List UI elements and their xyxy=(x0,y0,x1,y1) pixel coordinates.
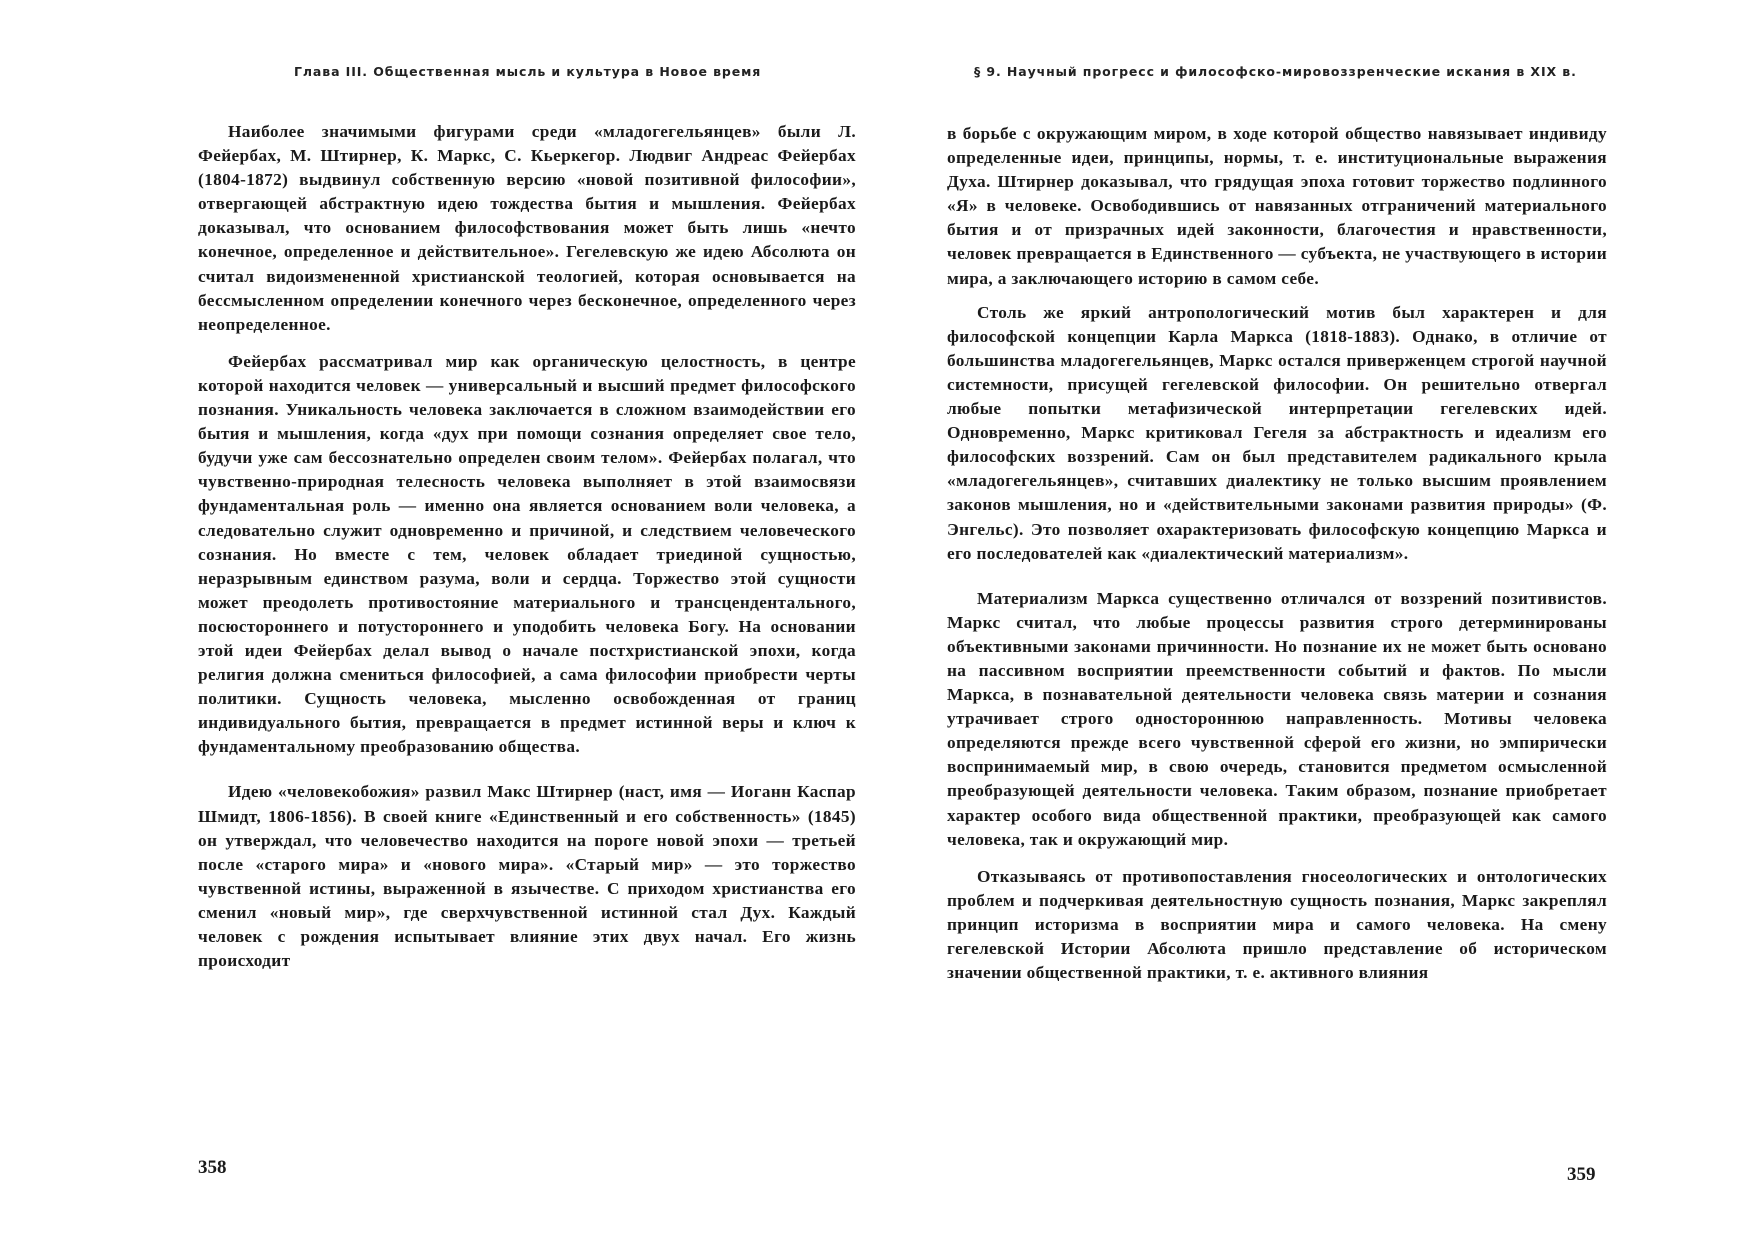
right-page xyxy=(877,0,1754,1239)
paragraph: Отказываясь от противопоставления гносеологических и онтологических проблем и подчеркивая деятельностную сущность познания, Маркс закреплял принцип историзма в восприятии мира и самого человека. На смену гегелевской Истории Абсолюта пришло представление об историческом значении общественной практики, т. е. активного влияния xyxy=(947,866,1607,983)
paragraph: в борьбе с окружающим миром, в ходе которой общество навязывает индивиду определенные идеи, принципы, нормы, т. е. институциональные выражения Духа. Штирнер доказывал, что грядущая эпоха готовит торжество подлинного «Я» в человеке. Освободившись от навязанных отграничений материального бытия и от призрачных идей законности, благочестия и нравственности, человек превращается в Единственного — субъекта, не участвующего в истории мира, а заключающего историю в самом себе. xyxy=(947,124,1607,288)
paragraph: Столь же яркий антропологический мотив был характерен и для философской концепции Карла Маркса (1818-1883). Однако, в отличие от большинства младогегельянцев, Маркс остался приверженцем строгой научной системности, присущей гегелевской философии. Он решительно отвергал любые попытки метафизической интерпретации гегелевских идей. Одновременно, Маркс критиковал Гегеля за абстрактность и идеализм его философских воззрений. Сам он был представителем радикального крыла «младогегельянцев», считавших диалектику не только высшим проявлением законов мышления, но и «действительными законами развития природы» (Ф. Энгельс). Это позволяет охарактеризовать философскую концепцию Маркса и его последователей как «диалектический материализм». xyxy=(947,302,1607,563)
body-text xyxy=(947,122,1607,985)
body-text xyxy=(198,120,856,973)
running-head: Глава III. Общественная мысль и культура в Новое время xyxy=(294,64,762,79)
paragraph: Материализм Маркса существенно отличался от воззрений позитивистов. Маркс считал, что любые процессы развития строго детерминированы объективными законами причинности. Но познание их не может быть основано на пассивном восприятии преемственности событий и фактов. По мысли Маркса, в познавательной деятельности человека связь материи и сознания утрачивает строго одностороннюю направленность. Мотивы человека определяются прежде всего чувственной сферой его жизни, но эмпирически воспринимаемый мир, в свою очередь, становится предметом осмысленной преобразующей деятельности человека. Таким образом, познание приобретает характер особого вида общественной практики, преобразующей как самого человека, так и окружающий мир. xyxy=(947,588,1607,849)
paragraph: Идею «человекобожия» развил Макс Штирнер (наст, имя — Иоганн Каспар Шмидт, 1806-1856). В своей книге «Единственный и его собственность» (1845) он утверждал, что человечество находится на пороге новой эпохи — третьей после «старого мира» и «нового мира». «Старый мир» — это торжество чувственной истины, выраженной в язычестве. С приходом христианства его сменил «новый мир», где сверхчувственной истинной стал Дух. Каждый человек с рождения испытывает влияние этих двух начал. Его жизнь происходит xyxy=(198,782,856,971)
page-number: 358 xyxy=(198,1157,227,1178)
page-number: 359 xyxy=(1567,1164,1596,1185)
paragraph: Фейербах рассматривал мир как органическую целостность, в центре которой находится человек — универсальный и высший предмет философского познания. Уникальность человека заключается в сложном взаимодействии его бытия и мышления, когда «дух при помощи сознания определяет свое тело, будучи уже сам бессознательно определен своим телом». Фейербах полагал, что чувственно-природная телесность человека выполняет в этой взаимосвязи фундаментальная роль — именно она является основанием воли человека, а следовательно служит одновременно и причиной, и следствием человеческого сознания. Но вместе с тем, человек обладает триединой сущностью, неразрывным единством разума, воли и сердца. Торжество этой сущности может преодолеть противостояние материального и трансцендентального, посюстороннего и потустороннего и уподобить человека Богу. На основании этой идеи Фейербах делал вывод о начале постхристианской эпохи, когда религия должна смениться философией, а сама философии приобрести черты политики. Сущность человека, мысленно освобожденная от границ индивидуального бытия, превращается в предмет истинной веры и ключ к фундаментальному преобразованию общества. xyxy=(198,351,856,757)
running-head: § 9. Научный прогресс и философско-мировоззренческие искания в XIX в. xyxy=(974,64,1577,79)
paragraph: Наиболее значимыми фигурами среди «младогегельянцев» были Л. Фейербах, М. Штирнер, К. Маркс, С. Кьеркегор. Людвиг Андреас Фейербах (1804-1872) выдвинул собственную версию «новой позитивной философии», отвергающей абстрактную идею тождества бытия и мышления. Фейербах доказывал, что основанием философствования может быть лишь «нечто конечное, определенное и действительное». Гегелевскую же идею Абсолюта он считал видоизмененной христианской теологией, которая основывается на бессмысленном определении конечного через бесконечное, определенного через неопределенное. xyxy=(198,122,856,334)
